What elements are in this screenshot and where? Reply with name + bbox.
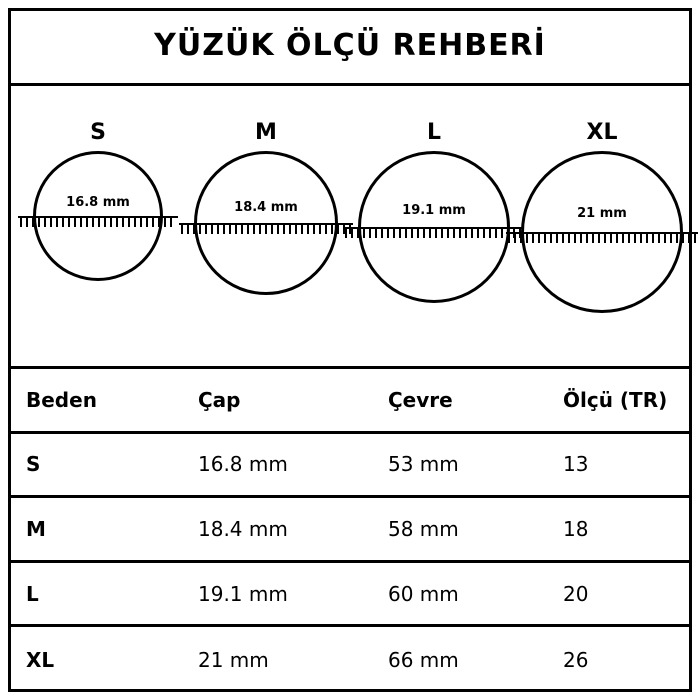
ruler-tick <box>369 229 371 238</box>
ruler-tick <box>477 229 479 238</box>
ruler-tick <box>411 229 413 238</box>
cell-size: S <box>26 452 41 477</box>
table-row <box>8 563 692 628</box>
ruler-strip <box>18 216 178 230</box>
ruler-tick <box>140 218 142 227</box>
ruler-tick <box>265 225 267 234</box>
ruler-tick <box>301 225 303 234</box>
cell-tr-size: 26 <box>563 647 589 672</box>
cell-circumference: 60 mm <box>388 581 459 606</box>
ruler-tick <box>253 225 255 234</box>
ruler-tick <box>610 234 612 243</box>
ruler-tick <box>429 229 431 238</box>
ruler-tick <box>604 234 606 243</box>
ruler-tick <box>351 229 353 238</box>
ruler-tick <box>574 234 576 243</box>
ruler-tick <box>181 225 183 234</box>
ruler-strip <box>179 223 353 237</box>
cell-diameter: 18.4 mm <box>198 516 288 541</box>
ruler-tick <box>646 234 648 243</box>
ruler-tick <box>56 218 58 227</box>
ruler-tick <box>670 234 672 243</box>
ruler-tick <box>435 229 437 238</box>
ruler-tick <box>676 234 678 243</box>
ruler-tick <box>508 234 510 243</box>
ruler-tick <box>223 225 225 234</box>
ruler-tick <box>393 229 395 238</box>
ruler-tick <box>152 218 154 227</box>
ruler-tick <box>405 229 407 238</box>
size-table <box>8 369 692 692</box>
ruler-tick <box>199 225 201 234</box>
ruler-tick <box>325 225 327 234</box>
ruler-tick <box>241 225 243 234</box>
ring-size-label: L <box>426 120 442 145</box>
ruler-tick <box>38 218 40 227</box>
ruler-tick <box>568 234 570 243</box>
ruler-tick <box>235 225 237 234</box>
ruler-tick <box>459 229 461 238</box>
ruler-tick <box>532 234 534 243</box>
ring-diameter-label: 21 mm <box>577 206 627 222</box>
ruler-tick <box>259 225 261 234</box>
ring-size-label: S <box>90 120 106 145</box>
ruler-tick <box>363 229 365 238</box>
ruler-strip <box>506 232 698 246</box>
ruler-tick <box>640 234 642 243</box>
ruler-tick <box>580 234 582 243</box>
ruler-tick <box>544 234 546 243</box>
ruler-tick <box>170 218 172 227</box>
ruler-tick <box>271 225 273 234</box>
ring-diameter-label: 16.8 mm <box>66 195 130 211</box>
ruler-tick <box>319 225 321 234</box>
ruler-tick <box>357 229 359 238</box>
ruler-tick <box>110 218 112 227</box>
ruler-tick <box>688 234 690 243</box>
ruler-tick <box>501 229 503 238</box>
cell-circumference: 58 mm <box>388 516 459 541</box>
ruler-tick <box>447 229 449 238</box>
ruler-tick <box>489 229 491 238</box>
ruler-tick <box>514 234 516 243</box>
ruler-tick <box>520 234 522 243</box>
ruler-tick <box>122 218 124 227</box>
cell-diameter: 21 mm <box>198 647 269 672</box>
title-bar <box>8 8 692 86</box>
cell-diameter: 19.1 mm <box>198 581 288 606</box>
page-title: YÜZÜK ÖLÇÜ REHBERİ <box>154 28 546 63</box>
ruler-tick <box>164 218 166 227</box>
ruler-tick <box>652 234 654 243</box>
ruler-tick <box>550 234 552 243</box>
ruler-tick <box>289 225 291 234</box>
cell-diameter: 16.8 mm <box>198 452 288 477</box>
ruler-tick <box>471 229 473 238</box>
ring-diagram-s <box>16 86 181 369</box>
cell-size: L <box>26 581 39 606</box>
ruler-tick <box>50 218 52 227</box>
ruler-tick <box>562 234 564 243</box>
table-header-cap: Çap <box>198 387 241 412</box>
ruler-strip <box>343 227 525 241</box>
ruler-tick <box>495 229 497 238</box>
ruler-tick <box>44 218 46 227</box>
ruler-tick <box>134 218 136 227</box>
cell-tr-size: 13 <box>563 452 589 477</box>
ruler-tick <box>465 229 467 238</box>
ruler-tick <box>217 225 219 234</box>
ruler-tick <box>32 218 34 227</box>
table-header-row <box>8 369 692 434</box>
ring-diameter-label: 19.1 mm <box>402 202 466 218</box>
ring-diameter-label: 18.4 mm <box>234 199 298 215</box>
cell-tr-size: 18 <box>563 516 589 541</box>
ruler-tick <box>187 225 189 234</box>
cell-size: M <box>26 516 46 541</box>
ruler-tick <box>92 218 94 227</box>
ruler-tick <box>68 218 70 227</box>
ruler-tick <box>74 218 76 227</box>
ruler-tick <box>598 234 600 243</box>
ruler-tick <box>423 229 425 238</box>
ruler-tick <box>86 218 88 227</box>
ruler-tick <box>80 218 82 227</box>
ruler-tick <box>538 234 540 243</box>
ring-shape-wrap <box>521 151 683 313</box>
ruler-tick <box>331 225 333 234</box>
ruler-tick <box>628 234 630 243</box>
ring-diagram-xl <box>520 86 685 369</box>
ring-diagram-m <box>184 86 349 369</box>
ruler-tick <box>211 225 213 234</box>
table-header-beden: Beden <box>26 387 97 412</box>
ruler-tick <box>375 229 377 238</box>
ruler-tick <box>526 234 528 243</box>
ruler-tick <box>381 229 383 238</box>
table-row <box>8 627 692 692</box>
ruler-tick <box>26 218 28 227</box>
ring-shape-wrap <box>33 151 163 281</box>
ruler-tick <box>694 234 696 243</box>
ruler-tick <box>283 225 285 234</box>
ruler-tick <box>205 225 207 234</box>
ruler-tick <box>345 229 347 238</box>
ruler-tick <box>483 229 485 238</box>
ring-shape-wrap <box>194 151 338 295</box>
ruler-tick <box>592 234 594 243</box>
ruler-tick <box>586 234 588 243</box>
ruler-tick <box>441 229 443 238</box>
ruler-tick <box>622 234 624 243</box>
ruler-tick <box>387 229 389 238</box>
ruler-tick <box>634 234 636 243</box>
ring-diagram-l <box>352 86 517 369</box>
ruler-tick <box>229 225 231 234</box>
ruler-tick <box>399 229 401 238</box>
ruler-tick <box>337 225 339 234</box>
ruler-tick <box>20 218 22 227</box>
ring-diagrams-band <box>8 86 692 369</box>
ruler-tick <box>664 234 666 243</box>
table-header-olcu-tr: Ölçü (TR) <box>563 387 668 412</box>
table-header-cevre: Çevre <box>388 387 453 412</box>
ruler-tick <box>247 225 249 234</box>
ruler-tick <box>128 218 130 227</box>
ruler-tick <box>616 234 618 243</box>
ruler-tick <box>307 225 309 234</box>
cell-circumference: 66 mm <box>388 647 459 672</box>
table-row <box>8 434 692 499</box>
cell-tr-size: 20 <box>563 581 589 606</box>
ruler-tick <box>62 218 64 227</box>
ruler-tick <box>417 229 419 238</box>
ruler-tick <box>556 234 558 243</box>
ruler-tick <box>277 225 279 234</box>
ruler-tick <box>104 218 106 227</box>
ring-size-label: M <box>255 120 277 145</box>
ring-shape-wrap <box>358 151 510 303</box>
ruler-tick <box>98 218 100 227</box>
ruler-tick <box>682 234 684 243</box>
ruler-tick <box>658 234 660 243</box>
ring-size-label: XL <box>586 120 618 145</box>
ring-diagrams-row <box>8 86 692 369</box>
ruler-tick <box>158 218 160 227</box>
ruler-tick <box>146 218 148 227</box>
ruler-tick <box>313 225 315 234</box>
ruler-tick <box>295 225 297 234</box>
ruler-tick <box>453 229 455 238</box>
cell-circumference: 53 mm <box>388 452 459 477</box>
table-row <box>8 498 692 563</box>
cell-size: XL <box>26 647 55 672</box>
ruler-tick <box>116 218 118 227</box>
ruler-tick <box>193 225 195 234</box>
